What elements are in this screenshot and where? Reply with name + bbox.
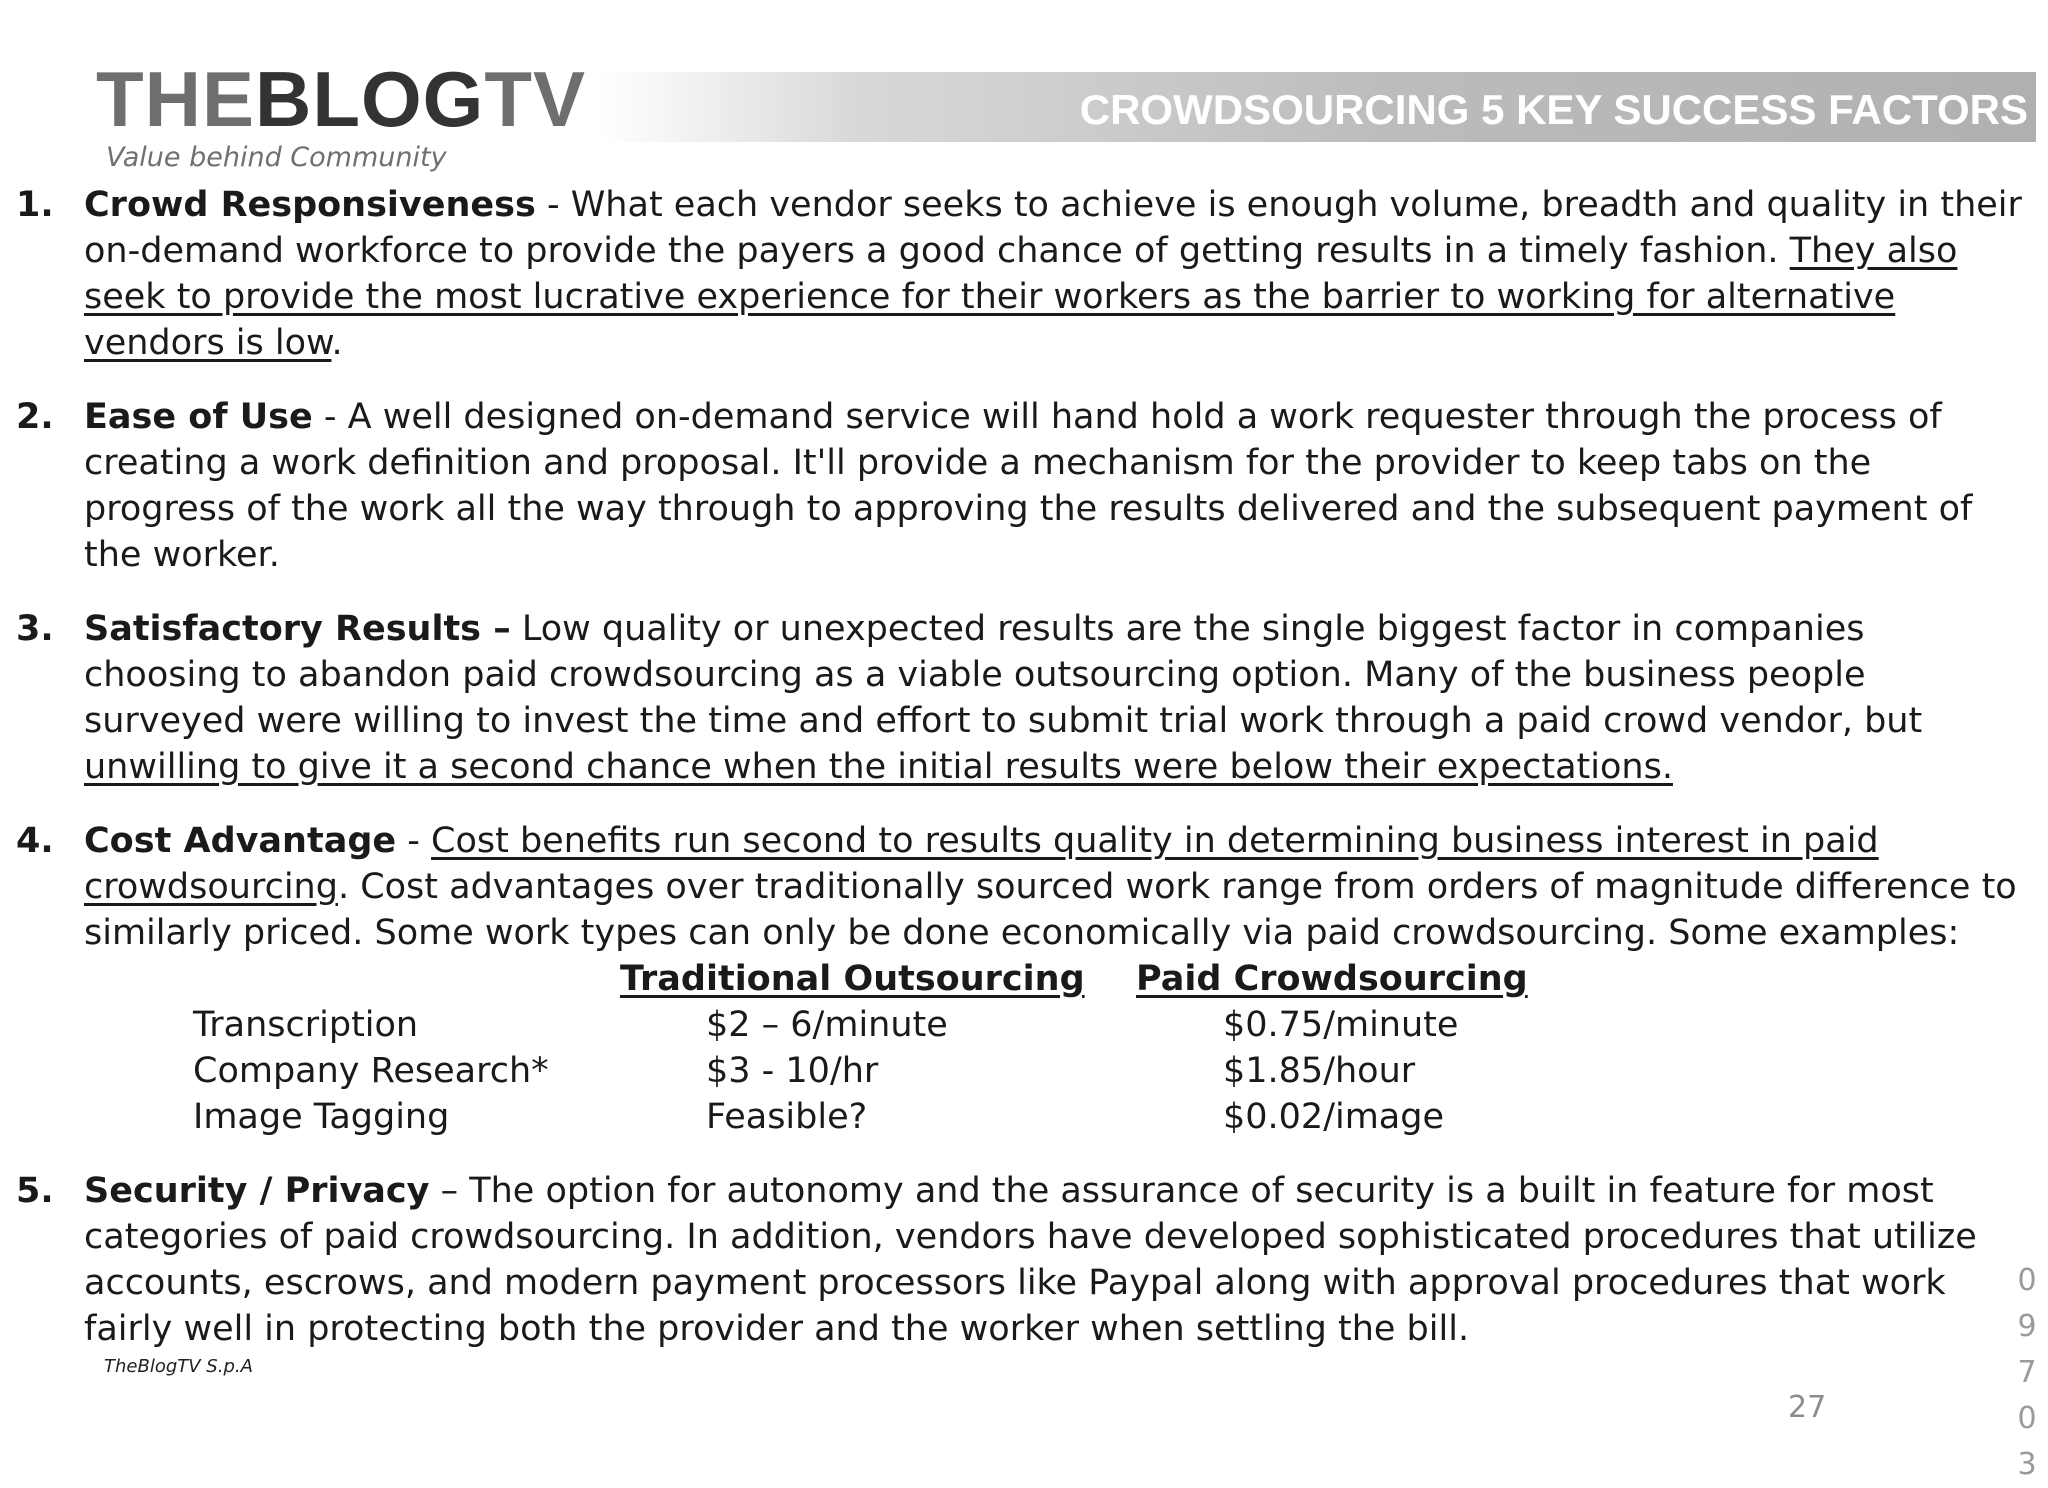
item-heading: Ease of Use <box>84 397 313 437</box>
list-item: 4. Cost Advantage - Cost benefits run second to results quality in determining business interest in paid crowdsourcing. Cost advantages over traditionally sourced work range from orders of magnitude difference to similarly priced. Some work types can only be done economically via paid crowdsourcing. Some examples: Traditional Outsourcing Paid Crowdsourcing Transcription $2 – 6/minute $0.75/minute Company Research* $3 - 10/hr $1.85/hour Image Tagging Feasible? $0.02/image <box>16 818 2026 1140</box>
side-digit: 0 <box>2017 1263 2037 1298</box>
table-cell: Feasible? <box>706 1097 868 1137</box>
table-cell: $1.85/hour <box>1223 1051 1416 1091</box>
table-cell: $3 - 10/hr <box>706 1051 879 1091</box>
item-underlined-text: unwilling to give it a second chance when the initial results were below their expectations. <box>84 747 1673 787</box>
table-cell: Image Tagging <box>193 1097 450 1137</box>
table-cell: $2 – 6/minute <box>706 1005 948 1045</box>
table-header-row <box>84 956 2026 1002</box>
item-underlined-text: They also seek to provide the most lucrative experience for their workers as the barrier to working for alternative vendors is low <box>84 231 1958 363</box>
table-cell: Transcription <box>193 1005 419 1045</box>
side-digit: 3 <box>2017 1447 2037 1482</box>
page-number: 27 <box>1788 1390 1827 1425</box>
table-cell: Company Research* <box>193 1051 549 1091</box>
table-cell: $0.75/minute <box>1223 1005 1459 1045</box>
item-number: 2. <box>16 397 54 437</box>
cost-comparison-table <box>84 956 2026 1140</box>
item-text: . Cost advantages over traditionally sourced work range from orders of magnitude difference to similarly priced. Some work types can only be done economically via paid crowdsourcing. Some examples: <box>84 867 2017 953</box>
item-heading: Security / Privacy <box>84 1171 430 1211</box>
column-header-traditional: Traditional Outsourcing <box>620 959 1085 999</box>
title-banner <box>600 72 2036 142</box>
success-factors-list <box>16 182 2026 1380</box>
item-text: A well designed on-demand service will hand hold a work requester through the process of creating a work definition and proposal. It'll provide a mechanism for the provider to keep tabs on the progress of the work all the way through to approving the results delivered and the subsequent payment of the worker. <box>84 397 1973 575</box>
list-item: 2. Ease of Use - A well designed on-demand service will hand hold a work requester through the process of creating a work definition and proposal. It'll provide a mechanism for the provider to keep tabs on the progress of the work all the way through to approving the results delivered and the subsequent payment of the worker. <box>16 394 2026 578</box>
item-number: 4. <box>16 821 54 861</box>
table-row <box>84 1048 2026 1094</box>
list-item: 5. Security / Privacy – The option for autonomy and the assurance of security is a built in feature for most categories of paid crowdsourcing. In addition, vendors have developed sophisticated procedures that utilize accounts, escrows, and modern payment processors like Paypal along with approval procedures that work fairly well in protecting both the provider and the worker when settling the bill. <box>16 1168 2026 1352</box>
item-text: Low quality or unexpected results are the single biggest factor in companies choosing to abandon paid crowdsourcing as a viable outsourcing option. Many of the business people surveyed were willing to invest the time and effort to submit trial work through a paid crowd vendor, but <box>84 609 1923 741</box>
item-text: What each vendor seeks to achieve is enough volume, breadth and quality in their on-demand workforce to provide the payers a good chance of getting results in a timely fashion. <box>84 185 2022 271</box>
table-row <box>84 1094 2026 1140</box>
table-cell: $0.02/image <box>1223 1097 1445 1137</box>
item-heading: Crowd Responsiveness <box>84 185 536 225</box>
slide-title: CROWDSOURCING 5 KEY SUCCESS FACTORS <box>1079 86 2028 133</box>
list-item: 1. Crowd Responsiveness - What each vendor seeks to achieve is enough volume, breadth and quality in their on-demand workforce to provide the payers a good chance of getting results in a timely fashion. They also seek to provide the most lucrative experience for their workers as the barrier to working for alternative vendors is low. <box>16 182 2026 366</box>
item-number: 5. <box>16 1171 54 1211</box>
company-logo <box>96 55 586 173</box>
logo-wordmark: THEBLOGTV <box>96 55 586 143</box>
footer-company: TheBlogTV S.p.A <box>104 1356 253 1377</box>
side-digit: 7 <box>2017 1355 2037 1390</box>
side-digit: 9 <box>2017 1309 2037 1344</box>
logo-tagline: Value behind Community <box>106 142 447 173</box>
item-number: 3. <box>16 609 54 649</box>
item-heading: Satisfactory Results – <box>84 609 511 649</box>
table-row <box>84 1002 2026 1048</box>
item-underlined-text: Cost benefits run second to results quality in determining business interest in paid crowdsourcing <box>84 821 1879 907</box>
item-text: The option for autonomy and the assurance of security is a built in feature for most categories of paid crowdsourcing. In addition, vendors have developed sophisticated procedures that utilize accounts, escrows, and modern payment processors like Paypal along with approval procedures that work fairly well in protecting both the provider and the worker when settling the bill. <box>84 1171 1977 1349</box>
side-digits <box>2012 1258 2042 1488</box>
side-digit: 0 <box>2017 1401 2037 1436</box>
column-header-crowdsourcing: Paid Crowdsourcing <box>1136 959 1528 999</box>
item-heading: Cost Advantage <box>84 821 397 861</box>
item-number: 1. <box>16 185 54 225</box>
list-item <box>16 606 2026 790</box>
